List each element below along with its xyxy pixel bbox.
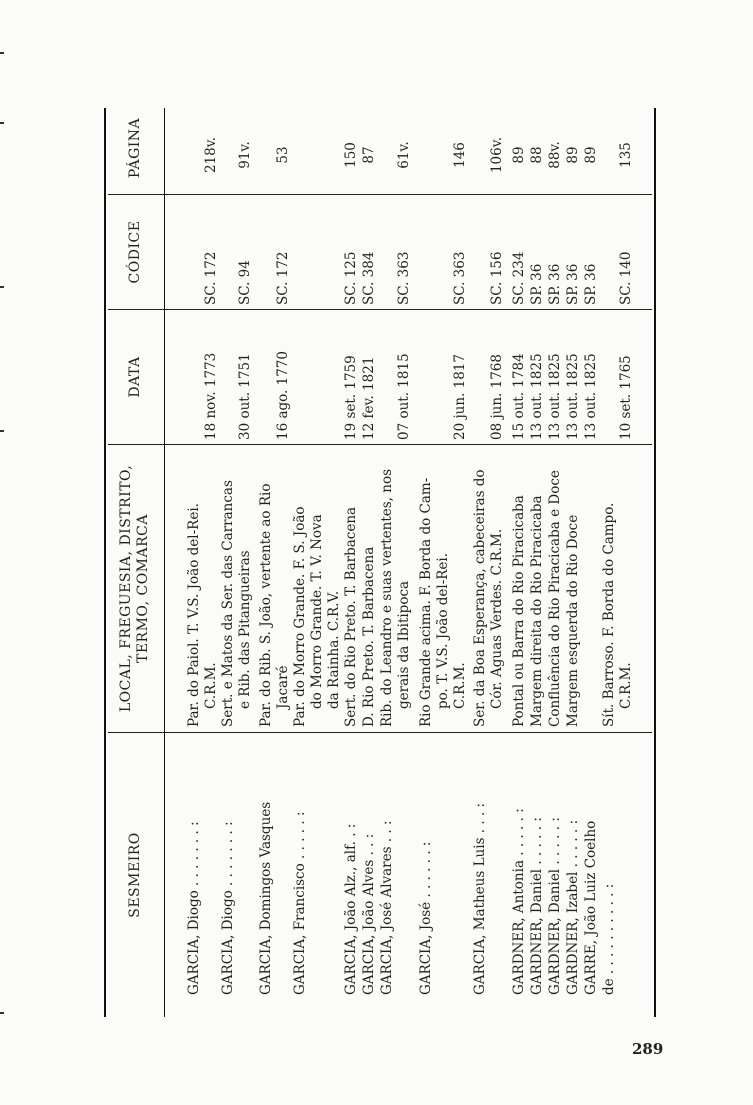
cell-sesmeiro: GARCIA, João Alz., alf. . : — [343, 823, 359, 995]
local-line: Sert. do Rio Preto. T. Barbacena — [343, 506, 359, 727]
cell-pagina: 89 — [511, 146, 527, 164]
cell-codice: SC. 140 — [618, 251, 634, 305]
local-line: po. T. V.S. João del-Rei. — [435, 552, 451, 709]
cell-sesmeiro: GARCIA, José . . . . . . : — [418, 841, 434, 995]
cell-data: 07 out. 1815 — [396, 353, 412, 440]
cell-pagina: 91v. — [237, 141, 253, 169]
cell-pagina: 88v. — [547, 141, 563, 169]
cell-local — [529, 445, 546, 727]
local-line: Rib. do Leandro e suas vertentes, nos — [379, 468, 395, 727]
cell-data: 13 out. 1825 — [529, 353, 545, 440]
cell-codice: SC. 384 — [361, 251, 377, 305]
cell-sesmeiro: GARDNER, Antonia . . . . . : — [511, 808, 527, 995]
cell-codice: SC. 172 — [203, 251, 219, 305]
cell-codice: SP. 36 — [547, 263, 563, 305]
cell-codice: SC. 156 — [489, 251, 505, 305]
cell-local — [186, 445, 220, 727]
local-line: D. Rio Preto. T. Barbacena — [361, 546, 377, 727]
local-line: C.R.M. — [203, 662, 219, 709]
cell-pagina: 89 — [583, 146, 599, 164]
cell-data: 13 out. 1825 — [547, 353, 563, 440]
cell-pagina: 87 — [361, 146, 377, 164]
cell-codice: SC. 363 — [396, 251, 412, 305]
header-sesmeiro: SESMEIRO — [126, 832, 143, 918]
local-line: do Morro Grande. T. V. Nova — [309, 514, 325, 709]
cell-data: 19 set. 1759 — [343, 355, 359, 440]
cell-sesmeiro: GARCIA, Diogo . . . . . . . : — [220, 821, 236, 995]
cell-data: 30 out. 1751 — [237, 353, 253, 440]
cell-sesmeiro: GARCIA, José Alvares . . : — [379, 820, 395, 995]
cell-pagina: 150 — [343, 142, 359, 168]
cell-local — [601, 445, 635, 727]
local-line: da Rainha. C.R.V. — [326, 590, 342, 709]
local-line: Cór. Aguas Verdes. C.R.M. — [489, 528, 505, 709]
cell-codice: SC. 125 — [343, 251, 359, 305]
cell-data: 20 jun. 1817 — [452, 354, 468, 440]
cell-data: 10 set. 1765 — [618, 355, 634, 440]
cell-pagina: 146 — [452, 142, 468, 168]
local-line: Sít. Barroso. F. Borda do Campo. — [601, 502, 617, 727]
local-line: Rio Grande acima. F. Borda do Cam- — [418, 477, 434, 727]
cell-sesmeiro: GARDNER, Izabel . . . . . : — [565, 819, 581, 995]
cell-data: 13 out. 1825 — [583, 353, 599, 440]
cell-data: 12 fev. 1821 — [361, 356, 377, 440]
cell-codice: SP. 36 — [583, 263, 599, 305]
local-line: Par. do Morro Grande. F. S. João — [292, 506, 308, 727]
cell-sesmeiro: GARCIA, Francisco . . . . . : — [292, 811, 308, 995]
local-line: gerais da Ibitipoca — [396, 580, 412, 709]
cell-codice: SP. 36 — [529, 263, 545, 305]
local-line: Margem esquerda do Rio Doce — [565, 514, 581, 727]
local-line: C.R.M. — [452, 662, 468, 709]
local-line: Margem direita do Rio Piracicaba — [529, 495, 545, 727]
cell-sesmeiro: GARCIA, Matheus Luis . . . : — [472, 802, 488, 995]
local-line: C.R.M. — [618, 662, 634, 709]
cell-sesmeiro: GARCIA, Domingos Vasques — [258, 801, 274, 995]
cell-local — [547, 445, 564, 727]
cell-sesmeiro: GARCIA, João Alves . . : — [361, 833, 377, 995]
header-rule — [164, 108, 165, 1017]
local-line: Jacaré — [275, 665, 291, 709]
local-line: Ser. da Boa Esperança, cabeceiras do — [472, 469, 488, 727]
cell-data: 18 nov. 1773 — [203, 352, 219, 440]
cell-local — [343, 445, 360, 727]
cell-codice: SC. 172 — [275, 251, 291, 305]
cell-sesmeiro: de . . . . . . . . . . : — [601, 883, 617, 995]
cell-local — [379, 445, 413, 727]
local-line: Par. do Paiol. T. V.S. João del-Rei. — [186, 503, 202, 727]
cell-pagina: 89 — [565, 146, 581, 164]
cell-pagina: 106v. — [489, 136, 505, 174]
header-local-line1: LOCAL, FREGUESIA, DISTRITO, — [118, 464, 134, 713]
cell-pagina: 135 — [618, 142, 634, 168]
header-pagina: PÁGINA — [126, 117, 143, 179]
cell-codice: SP. 36 — [565, 263, 581, 305]
cell-sesmeiro: GARRE, João Luiz Coelho — [583, 820, 599, 995]
local-line: Par. do Rib. S. João, vertente ao Rio — [258, 483, 274, 727]
local-line: Confluência do Rio Piracicaba e Doce — [547, 470, 563, 727]
header-local — [110, 447, 160, 730]
cell-sesmeiro: GARDNER, Daniel . . . . . : — [547, 817, 563, 995]
cell-local — [418, 445, 469, 727]
cell-pagina: 53 — [275, 146, 291, 164]
header-local-line2: TERMO, COMARCA — [135, 514, 151, 663]
bottom-rule — [654, 108, 656, 1017]
header-codice: CÓDICE — [126, 220, 143, 284]
cell-sesmeiro: GARDNER, Daniel . . . . . : — [529, 817, 545, 995]
header-data: DATA — [126, 356, 143, 398]
page-number: 289 — [632, 1040, 664, 1058]
cell-local — [472, 445, 506, 727]
cell-pagina: 61v. — [396, 141, 412, 169]
cell-data: 15 out. 1784 — [511, 353, 527, 440]
cell-local — [220, 445, 254, 727]
sesmarias-table — [100, 100, 660, 1025]
local-line: Pontal ou Barra do Rio Piracicaba — [511, 495, 527, 727]
binding-edge — [0, 0, 5, 1105]
cell-pagina: 218v. — [203, 136, 219, 174]
cell-codice: SC. 94 — [237, 260, 253, 305]
cell-codice: SC. 234 — [511, 251, 527, 305]
cell-sesmeiro: GARCIA, Diogo . . . . . . . : — [186, 821, 202, 995]
local-line: Sert. e Matos da Ser. das Carrancas — [220, 480, 236, 727]
top-rule — [104, 108, 106, 1017]
cell-codice: SC. 363 — [452, 251, 468, 305]
cell-pagina: 88 — [529, 146, 545, 164]
cell-local — [292, 445, 343, 727]
local-line: e Rib. das Pitangueiras — [237, 550, 253, 709]
cell-local — [511, 445, 528, 727]
cell-data: 08 jun. 1768 — [489, 354, 505, 440]
cell-local — [258, 445, 292, 727]
cell-data: 16 ago. 1770 — [275, 351, 291, 440]
cell-local — [565, 445, 582, 727]
cell-local — [361, 445, 378, 727]
cell-data: 13 out. 1825 — [565, 353, 581, 440]
